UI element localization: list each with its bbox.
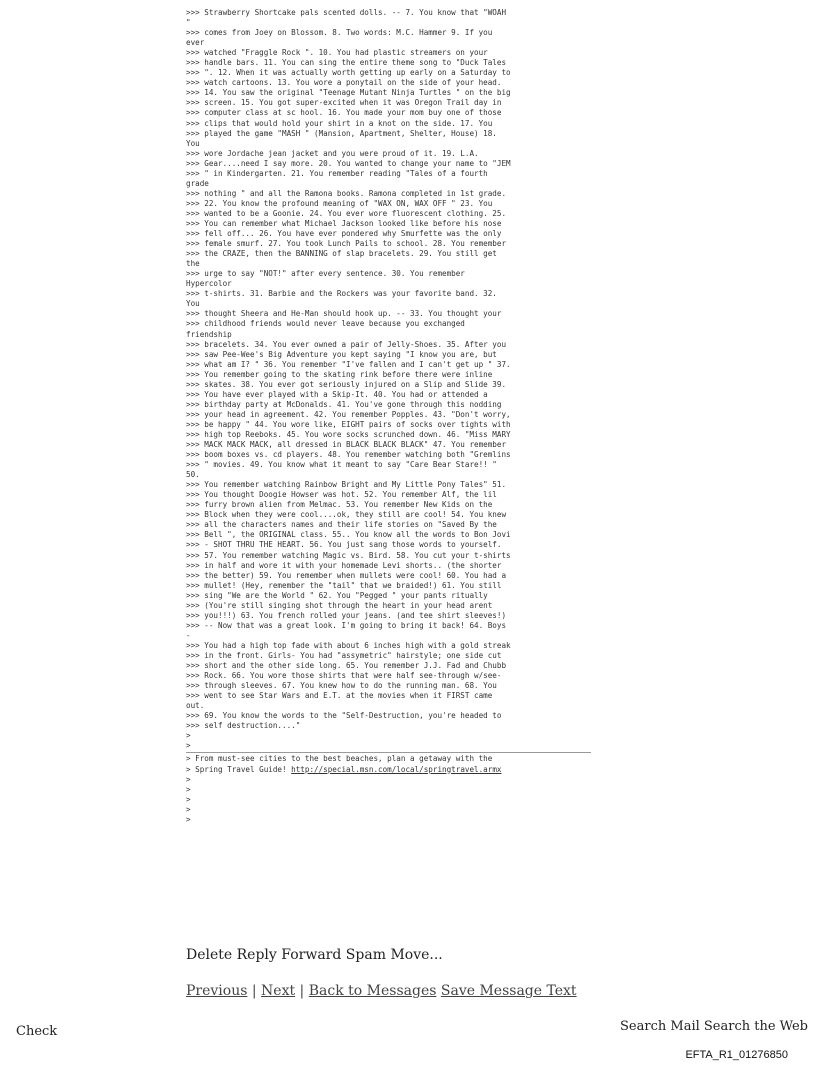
next-link[interactable]: Next bbox=[261, 983, 296, 999]
quoted-line: friendship bbox=[186, 329, 232, 339]
quoted-line: >>> skates. 38. You ever got seriously injured on a Slip and Slide 39. bbox=[186, 379, 507, 389]
quoted-line: ever bbox=[186, 38, 205, 48]
quoted-line: >>> boom boxes vs. cd players. 48. You remember watching both "Gremlins bbox=[186, 450, 511, 460]
quoted-line: >>> urge to say "NOT!" after every sentence. 30. You remember bbox=[186, 269, 465, 279]
quoted-line: >>> saw Pee-Wee's Big Adventure you kept saying "I know you are, but bbox=[186, 349, 497, 359]
quoted-line: >>> Strawberry Shortcake pals scented dolls. -- 7. You know that "WOAH bbox=[186, 8, 507, 17]
quoted-line: out. bbox=[186, 701, 205, 711]
quoted-line: >>> what am I? " 36. You remember "I've fallen and I can't get up " 37. bbox=[186, 359, 511, 369]
quoted-line: >>> 14. You saw the original "Teenage Mutant Ninja Turtles " on the big bbox=[186, 88, 511, 98]
reply-button[interactable]: Reply bbox=[236, 947, 277, 963]
quoted-line: >>> 69. You know the words to the "Self-Destruction, you're headed to bbox=[186, 711, 502, 721]
quoted-line: >>> screen. 15. You got super-excited when it was Oregon Trail day in bbox=[186, 98, 502, 108]
quoted-line: >>> ". 12. When it was actually worth getting up early on a Saturday to bbox=[186, 68, 511, 78]
quoted-line: >>> 57. You remember watching Magic vs. Bird. 58. You cut your t-shirts bbox=[186, 550, 511, 560]
signature-line bbox=[186, 765, 626, 775]
quoted-line: " bbox=[186, 18, 191, 28]
quoted-line: >>> You remember going to the skating rink before there were inline bbox=[186, 369, 493, 379]
quoted-line: >>> played the game "MASH " (Mansion, Apartment, Shelter, House) 18. bbox=[186, 128, 497, 138]
quoted-line: > bbox=[186, 731, 191, 741]
quoted-line: >>> handle bars. 11. You can sing the entire theme song to "Duck Tales bbox=[186, 58, 507, 68]
quoted-line: >>> 22. You know the profound meaning of "WAX ON, WAX OFF " 23. You bbox=[186, 198, 493, 208]
check-label[interactable]: Check bbox=[16, 1024, 58, 1039]
quoted-line: >>> You thought Doogie Howser was hot. 52. You remember Alf, the lil bbox=[186, 490, 497, 500]
quoted-line: You bbox=[186, 138, 200, 148]
quoted-line: >>> watched "Fraggle Rock ". 10. You had plastic streamers on your bbox=[186, 48, 488, 58]
spring-travel-link[interactable]: http://special.msn.com/local/springtravel.armx bbox=[291, 764, 502, 774]
delete-button[interactable]: Delete bbox=[186, 947, 233, 963]
quoted-line: > bbox=[186, 784, 191, 794]
quoted-line: > bbox=[186, 741, 191, 751]
quoted-line: >>> Rock. 66. You wore those shirts that were half see-through w/see- bbox=[186, 671, 502, 681]
quoted-line: >>> furry brown alien from Melmac. 53. You remember New Kids on the bbox=[186, 500, 493, 510]
quoted-line: >>> " in Kindergarten. 21. You remember reading "Tales of a fourth bbox=[186, 168, 488, 178]
quoted-line: >>> Block when they were cool....ok, they still are cool! 54. You knew bbox=[186, 510, 507, 520]
previous-link[interactable]: Previous bbox=[186, 983, 248, 999]
message-navigation bbox=[186, 983, 577, 999]
save-message-text-link[interactable]: Save Message Text bbox=[440, 983, 577, 999]
quoted-line: the bbox=[186, 259, 200, 269]
nav-separator: | bbox=[247, 983, 262, 999]
quoted-line: >>> all the characters names and their life stories on "Saved By the bbox=[186, 520, 497, 530]
quoted-line: >>> childhood friends would never leave because you exchanged bbox=[186, 319, 465, 329]
quoted-line: >>> nothing " and all the Ramona books. Ramona completed in 1st grade. bbox=[186, 188, 507, 198]
quoted-line: >>> " movies. 49. You know what it meant to say "Care Bear Stare!! " bbox=[186, 460, 497, 470]
quoted-text bbox=[186, 8, 626, 751]
quoted-line: >>> self destruction...." bbox=[186, 721, 301, 731]
quoted-line: >>> sing "We are the World " 62. You "Pegged " your pants ritually bbox=[186, 590, 488, 600]
search-web-button[interactable]: Search the Web bbox=[703, 1019, 808, 1034]
quoted-line: >>> the better) 59. You remember when mullets were cool! 60. You had a bbox=[186, 570, 507, 580]
quoted-line: >>> t-shirts. 31. Barbie and the Rockers was your favorite band. 32. bbox=[186, 289, 497, 299]
quoted-line: >>> mullet! (Hey, remember the "tail" that we braided!) 61. You still bbox=[186, 580, 502, 590]
quoted-line: >>> - SHOT THRU THE HEART. 56. You just sang those words to yourself. bbox=[186, 540, 502, 550]
quoted-line: >>> you!!!) 63. You french rolled your jeans. (and tee shirt sleeves!) bbox=[186, 610, 507, 620]
quoted-line: >>> short and the other side long. 65. You remember J.J. Fad and Chubb bbox=[186, 661, 507, 671]
signature-line: > From must-see cities to the best beaches, plan a getaway with the bbox=[186, 754, 493, 764]
quoted-line: > bbox=[186, 794, 191, 804]
quoted-line: - bbox=[186, 630, 191, 640]
quoted-line: Hypercolor bbox=[186, 279, 232, 289]
quoted-line: >>> clips that would hold your shirt in a knot on the side. 17. You bbox=[186, 118, 493, 128]
document-id-stamp: EFTA_R1_01276850 bbox=[685, 1049, 788, 1061]
quoted-line: >>> female smurf. 27. You took Lunch Pails to school. 28. You remember bbox=[186, 239, 507, 249]
search-options bbox=[620, 1019, 808, 1034]
quoted-line: >>> Gear....need I say more. 20. You wanted to change your name to "JEM bbox=[186, 158, 511, 168]
signature-text: > Spring Travel Guide! bbox=[186, 764, 292, 774]
quoted-line: >>> Bell ", the ORIGINAL class. 55.. You know all the words to Bon Jovi bbox=[186, 530, 511, 540]
quoted-line: >>> comes from Joey on Blossom. 8. Two words: M.C. Hammer 9. If you bbox=[186, 28, 493, 38]
quoted-line: >>> You can remember what Michael Jackson looked like before his nose bbox=[186, 218, 502, 228]
quoted-line: > bbox=[186, 804, 191, 814]
quoted-line: >>> birthday party at McDonalds. 41. You've gone through this nodding bbox=[186, 399, 502, 409]
search-mail-button[interactable]: Search Mail bbox=[620, 1019, 700, 1034]
quoted-line: >>> went to see Star Wars and E.T. at the movies when it FIRST came bbox=[186, 691, 493, 701]
quoted-line: >>> You have ever played with a Skip-It. 40. You had or attended a bbox=[186, 389, 488, 399]
quoted-line: >>> -- Now that was a great look. I'm going to bring it back! 64. Boys bbox=[186, 620, 507, 630]
quoted-line: >>> computer class at sc hool. 16. You made your mom buy one of those bbox=[186, 108, 502, 118]
message-actions bbox=[186, 947, 443, 963]
quoted-line: >>> be happy " 44. You wore like, EIGHT pairs of socks over tights with bbox=[186, 419, 511, 429]
back-to-messages-link[interactable]: Back to Messages bbox=[308, 983, 437, 999]
quoted-line: grade bbox=[186, 178, 209, 188]
quoted-line: >>> your head in agreement. 42. You remember Popples. 43. "Don't worry, bbox=[186, 409, 511, 419]
quoted-line: >>> You had a high top fade with about 6 inches high with a gold streak bbox=[186, 640, 511, 650]
quoted-line: > bbox=[186, 774, 191, 784]
quoted-line: You bbox=[186, 299, 200, 309]
quoted-line: >>> wore Jordache jean jacket and you were proud of it. 19. L.A. bbox=[186, 148, 479, 158]
quoted-line: > bbox=[186, 814, 191, 824]
quoted-line: >>> You remember watching Rainbow Bright and My Little Pony Tales" 51. bbox=[186, 480, 507, 490]
quoted-line: >>> through sleeves. 67. You knew how to do the running man. 68. You bbox=[186, 681, 497, 691]
quoted-line: >>> MACK MACK MACK, all dressed in BLACK BLACK BLACK" 47. You remember bbox=[186, 440, 507, 450]
quoted-line: >>> watch cartoons. 13. You wore a ponytail on the side of your head. bbox=[186, 78, 502, 88]
email-body bbox=[186, 8, 626, 825]
quoted-line: >>> (You're still singing shot through the heart in your head arent bbox=[186, 600, 493, 610]
nav-separator: | bbox=[295, 983, 309, 999]
quoted-line: >>> bracelets. 34. You ever owned a pair of Jelly-Shoes. 35. After you bbox=[186, 339, 507, 349]
signature-divider bbox=[186, 752, 591, 753]
forward-button[interactable]: Forward bbox=[281, 947, 342, 963]
move-button[interactable]: Move... bbox=[390, 947, 443, 963]
quoted-line: >>> wanted to be a Goonie. 24. You ever wore fluorescent clothing. 25. bbox=[186, 208, 507, 218]
trailing-quote-marks bbox=[186, 775, 626, 825]
quoted-line: >>> thought Sheera and He-Man should hook up. -- 33. You thought your bbox=[186, 309, 502, 319]
quoted-line: >>> high top Reeboks. 45. You wore socks scrunched down. 46. "Miss MARY bbox=[186, 429, 511, 439]
quoted-line: >>> in the front. Girls- You had "assymetric" hairstyle; one side cut bbox=[186, 651, 502, 660]
quoted-line: >>> the CRAZE, then the BANNING of slap bracelets. 29. You still get bbox=[186, 249, 497, 259]
spam-button[interactable]: Spam bbox=[345, 947, 386, 963]
quoted-line: 50. bbox=[186, 470, 200, 480]
quoted-line: >>> fell off... 26. You have ever pondered why Smurfette was the only bbox=[186, 229, 502, 239]
quoted-line: >>> in half and wore it with your homemade Levi shorts.. (the shorter bbox=[186, 560, 502, 570]
